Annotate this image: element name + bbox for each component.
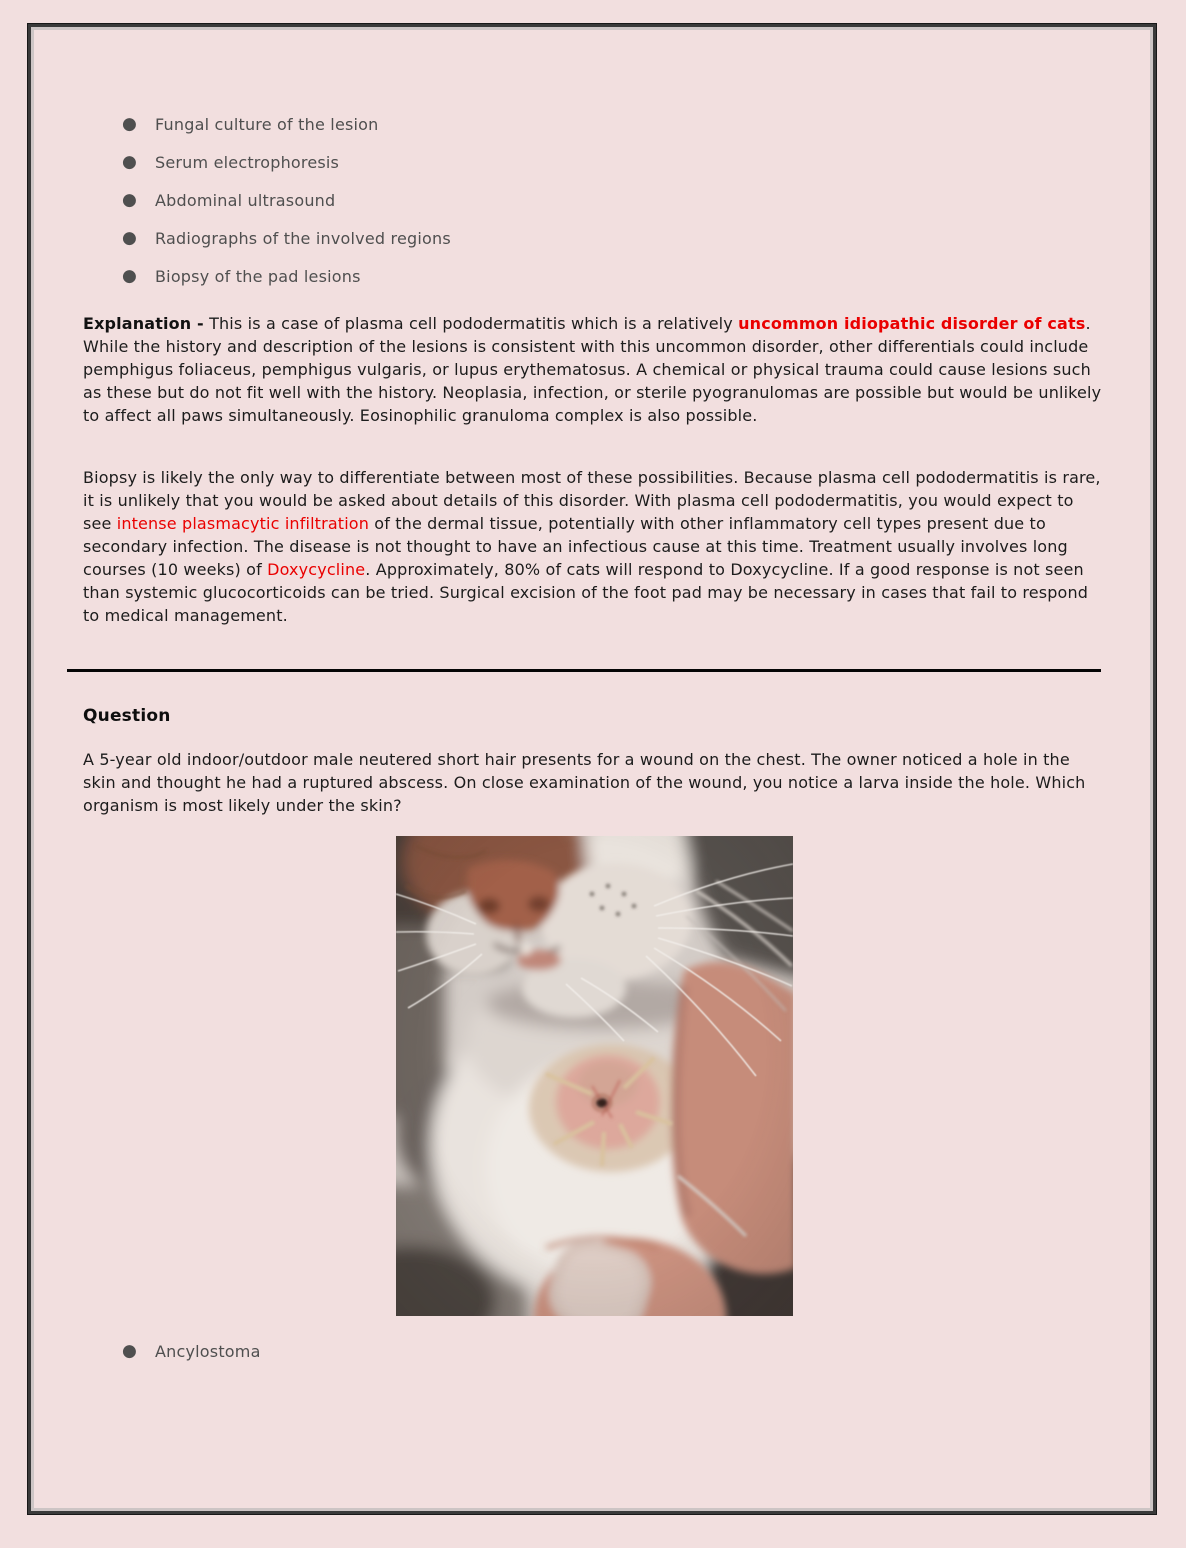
question-text: A 5-year old indoor/outdoor male neutered short hair presents for a wound on the chest. The owner noticed a hole in the skin and thought he had a ruptured abscess. On close examination of the wound, you notice a larva inside the hole. Which organism is most likely under the skin? <box>83 750 1086 815</box>
bullet-icon: ● <box>122 228 138 248</box>
list-item-label: Serum electrophoresis <box>155 153 340 172</box>
explanation-text: . Approximately, 80% of cats will respond to Doxycycline. If a good response is not seen than systemic glucocorticoids can be tried. Surgical excision of the foot pad may be necessary in cases that fail to respond to medical management. <box>83 560 1089 625</box>
list-item-label: Radiographs of the involved regions <box>155 229 451 248</box>
answer-options-list <box>83 1340 1105 1363</box>
list-item <box>83 151 1105 174</box>
explanation-text: This is a case of plasma cell pododermatitis which is a relatively <box>203 314 739 333</box>
bullet-icon: ● <box>122 152 138 172</box>
explanation-text: . While the history and description of the lesions is consistent with this uncommon disorder, other differentials could include pemphigus foliaceus, pemphigus vulgaris, or lupus erythematosus. A chemical or physical trauma could cause lesions such as these but do not fit well with the history. Neoplasia, infection, or sterile pyogranulomas are possible but would be unlikely to affect all paws simultaneously. Eosinophilic granuloma complex is also possible. <box>83 314 1102 425</box>
list-item <box>83 113 1105 136</box>
list-item <box>83 189 1105 212</box>
explanation-text: Biopsy is likely the only way to differentiate between most of these possibilities. Because plasma cell pododermatitis is rare, it is unlikely that you would be asked about details of this disorder. With plasma cell pododermatitis, you would expect to see <box>83 468 1101 533</box>
bullet-icon: ● <box>122 114 138 134</box>
diagnostic-options-list <box>83 113 1105 288</box>
cat-chest-wound-photo <box>396 836 793 1316</box>
explanation-paragraph-2 <box>83 466 1105 627</box>
bullet-icon: ● <box>122 190 138 210</box>
bullet-icon: ● <box>122 266 138 286</box>
list-item-label: Abdominal ultrasound <box>155 191 336 210</box>
highlighted-phrase-red-bold: uncommon idiopathic disorder of cats <box>738 314 1086 333</box>
highlighted-phrase-red: intense plasmacytic infiltration <box>116 514 370 533</box>
question-heading: Question <box>83 706 171 726</box>
list-item-label: Biopsy of the pad lesions <box>155 267 361 286</box>
list-item-label: Fungal culture of the lesion <box>155 115 379 134</box>
highlighted-phrase-red: Doxycycline <box>267 560 366 579</box>
cat-photo-illustration <box>396 836 793 1316</box>
section-divider <box>67 669 1101 672</box>
explanation-label: Explanation - <box>83 314 204 333</box>
explanation-paragraph-1 <box>83 312 1105 427</box>
list-item-label: Ancylostoma <box>155 1342 261 1361</box>
list-item <box>83 227 1105 250</box>
content-frame <box>28 24 1156 1514</box>
bullet-icon: ● <box>122 1341 138 1361</box>
list-item <box>83 265 1105 288</box>
list-item <box>83 1340 1105 1363</box>
explanation-text: of the dermal tissue, potentially with other inflammatory cell types present due to secondary infection. The disease is not thought to have an infectious cause at this time. Treatment usually involves long courses (10 weeks) of <box>83 514 1068 579</box>
